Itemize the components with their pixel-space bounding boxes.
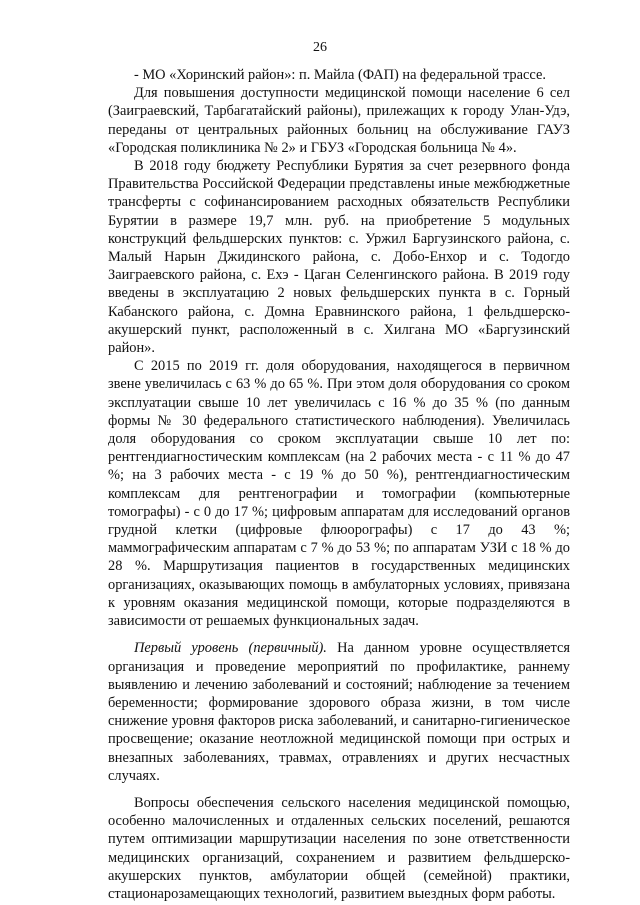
first-level-text: На данном уровне осуществляется организация и проведение мероприятий по профилактике, раннему выявлению и лечению заболеваний и состояний; наблюдение за течением беременности; формирование здорового образа жизни, в том числе снижение уровня факторов риска заболеваний, и санитарно-гигиеническое просвещение; оказание неотложной медицинской помощи при острых и внезапных заболеваниях, травмах, отравлениях и других несчастных случаях. [108, 640, 570, 784]
paragraph-khorinsky-district: - МО «Хоринский район»: п. Майла (ФАП) на федеральной трассе. [134, 67, 546, 83]
document-body [108, 66, 570, 903]
paragraph-budget-2018: В 2018 году бюджету Республики Бурятия за счет резервного фонда Правительства Российской Федерации представлены иные межбюджетные трансферты с софинансированием расходных обязательств Республики Бурятии в размере 19,7 млн. руб. на приобретение 5 модульных конструкций фельдшерских пунктов: с. Уржил Баргузинского района, с. Малый Нарын Джидинского района, с. Добо-Енхор и с. Тодогдо Заиграевского района, с. Ехэ - Цаган Селенгинского района. В 2019 году введены в эксплуатацию 2 новых фельдшерских пункта в с. Горный Кабанского района, с. Домна Еравнинского района, 1 фельдшерско-акушерский пункт, расположенный в с. Хилгана МО «Баргузинский район». [108, 158, 570, 357]
paragraph-rural-care: Вопросы обеспечения сельского населения медицинской помощью, особенно малочисленных и отдаленных сельских поселений, решаются путем оптимизации маршрутизации населения по зоне ответственности медицинских организаций, сохранением и развитием фельдшерско-акушерских пунктов, амбулатории общей (семейной) практики, стационарозамещающих технологий, развитием выездных форм работы. [108, 794, 570, 902]
first-level-heading: Первый уровень (первичный). [134, 640, 327, 657]
paragraph-first-level [108, 639, 570, 785]
page-number: 26 [313, 40, 327, 55]
paragraph-equipment-share: С 2015 по 2019 гг. доля оборудования, находящегося в первичном звене увеличилась с 63 % до 65 %. При этом доля оборудования со сроком эксплуатации свыше 10 лет увеличилась с 16 % до 35 % (по данным формы № 30 федерального статистического наблюдения). Увеличилась доля оборудования со сроком эксплуатации свыше 10 лет по: рентгендиагностическим комплексам (на 2 рабочих места - с 11 % до 47 %; на 3 рабочих места - с 19 % до 50 %), рентгендиагностическим комплексам для рентгенографии и томографии (компьютерные томографы) - с 0 до 17 %; цифровым аппаратам для исследований органов грудной клетки (цифровые флюорографы) с 17 до 43 %; маммографическим аппаратам с 7 % до 53 %; по аппаратам УЗИ с 18 % до 28 %. Маршрутизация пациентов в государственных медицинских организациях, оказывающих помощь в амбулаторных условиях, привязана к уровням оказания медицинской помощи, которые подразделяются в зависимости от решаемых функциональных задач. [108, 358, 570, 630]
paragraph-access-improvement: Для повышения доступности медицинской помощи население 6 сел (Заиграевский, Тарбагатайский районы), прилежащих к городу Улан-Удэ, переданы от центральных районных больниц на обслуживание ГАУЗ «Городская поликлиника № 2» и ГБУЗ «Городская больница № 4». [108, 85, 570, 156]
